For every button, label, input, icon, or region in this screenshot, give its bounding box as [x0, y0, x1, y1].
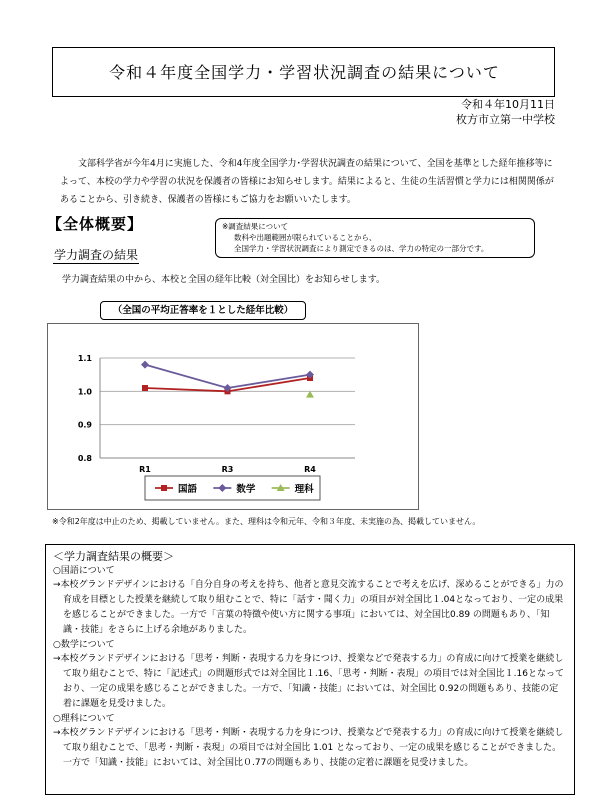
summary-box: [45, 544, 575, 795]
math-heading: ○数学について: [53, 640, 115, 650]
note-line-2: 数科や出題範囲が限られていることから、: [234, 233, 377, 242]
summary-title: ＜学力調査結果の概要＞: [53, 550, 174, 563]
chart-footnote: ※令和2年度は中止のため、掲載していません。また、理科は令和元年、令和３年度、未実施の為、掲載していません。: [52, 517, 481, 526]
legend-marker: [161, 485, 167, 491]
note-line-1: ※調査結果について: [222, 222, 289, 231]
y-tick-label: 1.0: [77, 387, 92, 397]
y-tick-label: 0.8: [77, 454, 92, 463]
school-name: 枚方市立第一中学校: [456, 113, 555, 126]
legend-label: 理科: [294, 484, 314, 495]
x-tick-label: R3: [221, 465, 234, 474]
math-text: →本校グランドデザインにおける「思考・判断・表現する力を身につけ、授業などで発表する力」の育成に向けて授業を継続して取り組むことで、特に「記述式」の問題形式では対全国比１.16、「思考・判断・表現」の項目では対全国比１.16となっており、一定の成果を感じることができました。一方で、「知識・技能」においては、対全国比 0.92の問題もあり、技能の定着に課題を見受けました。: [53, 654, 564, 709]
y-tick-label: 0.9: [77, 420, 92, 430]
legend-label: 数学: [236, 484, 256, 495]
science-heading: ○理科について: [53, 714, 115, 724]
data-point-0: [142, 385, 148, 391]
legend-label: 国語: [178, 484, 198, 495]
data-point-1: [141, 361, 149, 369]
section-heading: 学力調査の結果: [54, 248, 139, 262]
japanese-text: →本校グランドデザインにおける「自分自身の考えを持ち、他者と意見交流することで考えを広げ、深めることができる」力の育成を目標とした授業を継続して取り組むことで、特に「話す・聞く力」の項目が対全国比１.04となっており、一定の成果を感じることができました。一方で「言葉の特徴や使い方に関する事項」においては、対全国比0.89 の問題もあり、「知識・技能」をさらに上げる余地がありました。: [53, 580, 564, 635]
x-tick-label: R1: [139, 465, 151, 474]
japanese-heading: ○国語について: [53, 566, 115, 576]
page-title: 令和４年度全国学力・学習状況調査の結果について: [109, 63, 500, 82]
x-tick-label: R4: [304, 465, 316, 474]
section-description: 学力調査結果の中から、本校と全国の経年比較（対全国比）をお知らせします。: [62, 275, 386, 285]
y-tick-label: 1.1: [77, 354, 92, 363]
intro-paragraph: 文部科学省が今年4月に実施した、令和4年度全国学力･学習状況調査の結果について、全国を基準とした経年推移等によって、本校の学力や学習の状況を保護者の皆様にお知らせします。結果によると、生徒の生活習慣と学力には相関関係があることから、引き続き、保護者の皆様にもご協力をお願いいたします。: [60, 159, 554, 205]
chart-title: （全国の平均正答率を１とした経年比較）: [100, 301, 306, 320]
issue-date: 令和４年10月11日: [461, 98, 555, 111]
note-line-3: 全国学力・学習状況調査により測定できるのは、学力の特定の一部分です。: [234, 244, 489, 253]
overview-heading: 【全体概要】: [47, 215, 144, 233]
science-text: →本校グランドデザインにおける「思考・判断・表現する力を身につけ、授業などで発表する力」の育成に向けて授業を継続して取り組むことで、「思考・判断・表現」の項目では対全国比 1.01 となっており、一定の成果を感じることができました。一方で「知識・技能」においては、対全国比０.77の問題もあり、技能の定着に課題を見受けました。: [53, 728, 564, 768]
